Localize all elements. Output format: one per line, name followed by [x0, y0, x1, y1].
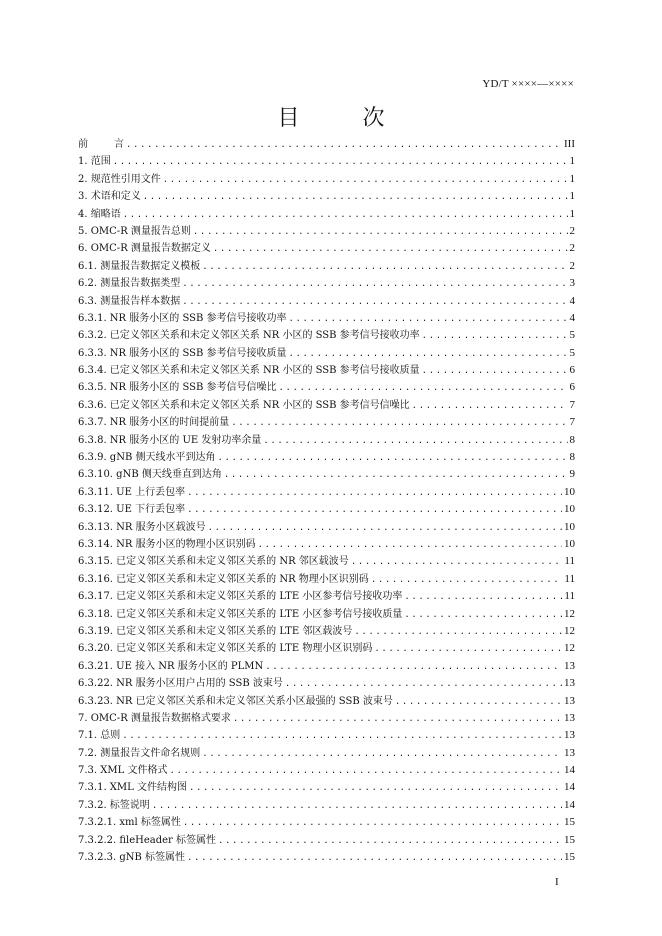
toc-entry-label: 6.3.5. NR 服务小区的 SSB 参考信号信噪比 — [78, 382, 277, 394]
toc-entry-page: 14 — [564, 764, 575, 777]
toc-entry-label: 7.3.2.1. xml 标签属性 — [78, 817, 181, 829]
toc-leader-dots — [422, 363, 568, 379]
toc-entry-page: 12 — [564, 624, 575, 637]
toc-entry-label: 6.2. 测量报告数据类型 — [78, 278, 181, 290]
toc-entry-page: 11 — [564, 590, 575, 603]
toc-entry-label: 2. 规范性引用文件 — [78, 173, 161, 185]
toc-entry[interactable] — [78, 258, 575, 275]
toc-leader-dots — [122, 728, 562, 744]
toc-entry-page: 2 — [569, 259, 575, 272]
toc-entry[interactable] — [78, 675, 575, 692]
toc-leader-dots — [193, 224, 568, 240]
toc-entry[interactable] — [78, 240, 575, 257]
toc-leader-dots — [182, 294, 567, 310]
toc-entry-label: 6.3.14. NR 服务小区的物理小区识别码 — [78, 538, 256, 550]
toc-leader-dots — [371, 572, 563, 588]
toc-leader-dots — [285, 676, 562, 692]
toc-leader-dots — [126, 137, 562, 153]
toc-entry-page: 2 — [569, 242, 575, 255]
toc-entry-page: 7 — [569, 398, 575, 411]
toc-entry-page: 12 — [564, 607, 575, 620]
toc-leader-dots — [395, 694, 562, 710]
toc-entry[interactable] — [78, 188, 575, 205]
toc-entry-page: 10 — [564, 537, 575, 550]
toc-entry-page: 12 — [564, 642, 575, 655]
toc-entry-label: 6.3.2. 已定义邻区关系和未定义邻区关系 NR 小区的 SSB 参考信号接收功率 — [78, 330, 420, 342]
toc-leader-dots — [113, 154, 568, 170]
toc-entry[interactable] — [78, 449, 575, 466]
toc-entry-label: 7.3.2.3. gNB 标签属性 — [78, 852, 186, 864]
toc-entry-page: 8 — [569, 433, 575, 446]
toc-entry[interactable] — [78, 606, 575, 623]
toc-entry[interactable] — [78, 553, 575, 570]
toc-entry-label: 7.3.2.2. fileHeader 标签属性 — [78, 834, 217, 846]
toc-entry[interactable] — [78, 745, 575, 762]
toc-entry[interactable] — [78, 397, 575, 414]
toc-entry[interactable] — [78, 153, 575, 170]
toc-entry-page: 1 — [569, 207, 575, 220]
toc-leader-dots — [217, 450, 567, 466]
toc-entry-label: 6.3.7. NR 服务小区的时间提前量 — [78, 417, 230, 429]
toc-entry[interactable] — [78, 797, 575, 814]
toc-leader-dots — [213, 241, 568, 257]
toc-entry[interactable] — [78, 571, 575, 588]
toc-entry-label: 5. OMC-R 测量报告总则 — [78, 225, 191, 237]
toc-entry-page: 4 — [569, 311, 575, 324]
toc-entry[interactable] — [78, 293, 575, 310]
toc-leader-dots — [263, 433, 567, 449]
toc-leader-dots — [163, 172, 568, 188]
toc-entry-label: 6.3.17. 已定义邻区关系和未定义邻区关系的 LTE 小区参考信号接收功率 — [78, 591, 403, 603]
toc-leader-dots — [187, 485, 562, 501]
toc-entry-label: 6.3.15. 已定义邻区关系和未定义邻区关系的 NR 邻区载波号 — [78, 556, 349, 568]
toc-entry-label: 6.3.19. 已定义邻区关系和未定义邻区关系的 LTE 邻区载波号 — [78, 625, 353, 637]
toc-leader-dots — [123, 207, 568, 223]
toc-entry[interactable] — [78, 206, 575, 223]
toc-entry-page: 15 — [564, 851, 575, 864]
toc-entry-label: 7.3.2. 标签说明 — [78, 799, 150, 811]
toc-entry-label: 6.3.4. 已定义邻区关系和未定义邻区关系 NR 小区的 SSB 参考信号接收质量 — [78, 365, 420, 377]
toc-entry-page: 13 — [564, 659, 575, 672]
toc-entry-label: 6.3.21. UE 接入 NR 服务小区的 PLMN — [78, 660, 264, 672]
toc-entry[interactable] — [78, 171, 575, 188]
toc-leader-dots — [351, 554, 563, 570]
toc-entry[interactable] — [78, 519, 575, 536]
toc-leader-dots — [187, 850, 562, 866]
toc-entry-page: 5 — [569, 329, 575, 342]
toc-leader-dots — [374, 641, 562, 657]
toc-leader-dots — [233, 711, 562, 727]
toc-leader-dots — [354, 624, 562, 640]
toc-entry[interactable] — [78, 710, 575, 727]
toc-leader-dots — [208, 520, 562, 536]
toc-entry-label: 6.3.11. UE 上行丢包率 — [78, 486, 186, 498]
toc-entry[interactable] — [78, 414, 575, 431]
document-code: YD/T ××××—×××× — [482, 78, 574, 90]
toc-entry[interactable] — [78, 275, 575, 292]
toc-entry[interactable] — [78, 327, 575, 344]
toc-entry-label: 6.3.13. NR 服务小区载波号 — [78, 521, 206, 533]
toc-entry-page: 14 — [564, 781, 575, 794]
toc-leader-dots — [202, 746, 562, 762]
toc-entry[interactable] — [78, 379, 575, 396]
toc-entry-label: 6.1. 测量报告数据定义模板 — [78, 260, 201, 272]
toc-entry-label: 前 言 — [78, 139, 124, 150]
toc-entry[interactable] — [78, 466, 575, 483]
toc-entry-page: III — [564, 138, 575, 150]
toc-leader-dots — [231, 415, 567, 431]
toc-leader-dots — [187, 502, 562, 518]
toc-entry[interactable] — [78, 432, 575, 449]
toc-entry-page: 13 — [564, 677, 575, 690]
toc-entry[interactable] — [78, 484, 575, 501]
toc-leader-dots — [169, 763, 562, 779]
toc-leader-dots — [189, 780, 562, 796]
toc-entry[interactable] — [78, 136, 575, 153]
toc-entry-page: 10 — [564, 503, 575, 516]
toc-entry[interactable] — [78, 658, 575, 675]
toc-entry-label: 6.3.3. NR 服务小区的 SSB 参考信号接收质量 — [78, 347, 287, 359]
toc-entry-label: 7.1. 总则 — [78, 730, 121, 742]
toc-entry-page: 8 — [569, 451, 575, 464]
toc-entry-label: 6.3. 测量报告样本数据 — [78, 295, 181, 307]
toc-entry-page: 1 — [569, 190, 575, 203]
page-title: 目 次 — [277, 106, 413, 131]
toc-entry-page: 4 — [569, 294, 575, 307]
toc-leader-dots — [422, 328, 568, 344]
toc-entry-label: 7.3. XML 文件格式 — [78, 765, 168, 777]
toc-leader-dots — [404, 607, 562, 623]
toc-entry[interactable] — [78, 814, 575, 831]
toc-entry[interactable] — [78, 536, 575, 553]
table-of-contents — [78, 136, 575, 866]
toc-entry-page: 15 — [564, 833, 575, 846]
page-number: I — [555, 876, 559, 888]
toc-entry-page: 11 — [564, 555, 575, 568]
toc-entry[interactable] — [78, 762, 575, 779]
toc-leader-dots — [289, 346, 568, 362]
toc-leader-dots — [404, 589, 562, 605]
toc-entry-page: 1 — [569, 155, 575, 168]
toc-entry[interactable] — [78, 223, 575, 240]
toc-entry-label: 6.3.10. gNB 侧天线垂直到达角 — [78, 469, 222, 481]
toc-entry-page: 7 — [569, 416, 575, 429]
toc-entry-page: 3 — [569, 277, 575, 290]
toc-entry[interactable] — [78, 623, 575, 640]
toc-entry-page: 6 — [569, 381, 575, 394]
toc-leader-dots — [279, 380, 568, 396]
toc-leader-dots — [265, 659, 562, 675]
toc-leader-dots — [412, 398, 568, 414]
toc-entry-page: 13 — [564, 711, 575, 724]
toc-entry[interactable] — [78, 640, 575, 657]
toc-entry[interactable] — [78, 832, 575, 849]
toc-entry-label: 6.3.16. 已定义邻区关系和未定义邻区关系的 NR 物理小区识别码 — [78, 573, 369, 585]
toc-entry-page: 1 — [569, 172, 575, 185]
toc-leader-dots — [218, 833, 562, 849]
toc-leader-dots — [183, 815, 562, 831]
toc-entry-page: 11 — [564, 572, 575, 585]
toc-leader-dots — [224, 467, 568, 483]
toc-entry[interactable] — [78, 345, 575, 362]
toc-entry[interactable] — [78, 588, 575, 605]
toc-entry[interactable] — [78, 310, 575, 327]
toc-entry-label: 7.2. 测量报告文件命名规则 — [78, 747, 201, 759]
toc-entry[interactable] — [78, 362, 575, 379]
toc-leader-dots — [143, 189, 568, 205]
toc-entry-label: 3. 术语和定义 — [78, 191, 141, 203]
toc-entry-page: 13 — [564, 746, 575, 759]
toc-leader-dots — [182, 276, 567, 292]
toc-entry-page: 13 — [564, 694, 575, 707]
toc-entry-label: 6.3.9. gNB 侧天线水平到达角 — [78, 452, 216, 464]
toc-entry-label: 7.3.1. XML 文件结构图 — [78, 782, 187, 794]
toc-entry-page: 5 — [569, 346, 575, 359]
toc-entry-page: 2 — [569, 224, 575, 237]
toc-entry-label: 6.3.22. NR 服务小区用户占用的 SSB 波束号 — [78, 678, 283, 690]
toc-entry[interactable] — [78, 779, 575, 796]
toc-entry-label: 6.3.18. 已定义邻区关系和未定义邻区关系的 LTE 小区参考信号接收质量 — [78, 608, 403, 620]
toc-entry-label: 7. OMC-R 测量报告数据格式要求 — [78, 712, 231, 724]
toc-entry-label: 6. OMC-R 测量报告数据定义 — [78, 243, 211, 255]
toc-entry-page: 10 — [564, 485, 575, 498]
toc-entry[interactable] — [78, 501, 575, 518]
toc-entry-page: 10 — [564, 520, 575, 533]
toc-entry-page: 13 — [564, 729, 575, 742]
toc-entry-page: 9 — [569, 468, 575, 481]
toc-entry-label: 4. 缩略语 — [78, 208, 121, 220]
toc-entry-label: 6.3.20. 已定义邻区关系和未定义邻区关系的 LTE 物理小区识别码 — [78, 643, 373, 655]
toc-entry-page: 15 — [564, 816, 575, 829]
toc-leader-dots — [202, 259, 567, 275]
toc-entry[interactable] — [78, 693, 575, 710]
toc-entry-label: 1. 范围 — [78, 156, 111, 168]
toc-entry[interactable] — [78, 849, 575, 866]
toc-leader-dots — [258, 537, 562, 553]
toc-entry[interactable] — [78, 727, 575, 744]
toc-entry-page: 6 — [569, 364, 575, 377]
toc-entry-label: 6.3.6. 已定义邻区关系和未定义邻区关系 NR 小区的 SSB 参考信号信噪比 — [78, 399, 410, 411]
toc-entry-label: 6.3.12. UE 下行丢包率 — [78, 504, 186, 516]
toc-entry-label: 6.3.8. NR 服务小区的 UE 发射功率余量 — [78, 434, 262, 446]
toc-entry-page: 14 — [564, 798, 575, 811]
toc-entry-label: 6.3.23. NR 已定义邻区关系和未定义邻区关系小区最强的 SSB 波束号 — [78, 695, 393, 707]
toc-leader-dots — [152, 798, 562, 814]
toc-leader-dots — [289, 311, 568, 327]
toc-entry-label: 6.3.1. NR 服务小区的 SSB 参考信号接收功率 — [78, 312, 287, 324]
